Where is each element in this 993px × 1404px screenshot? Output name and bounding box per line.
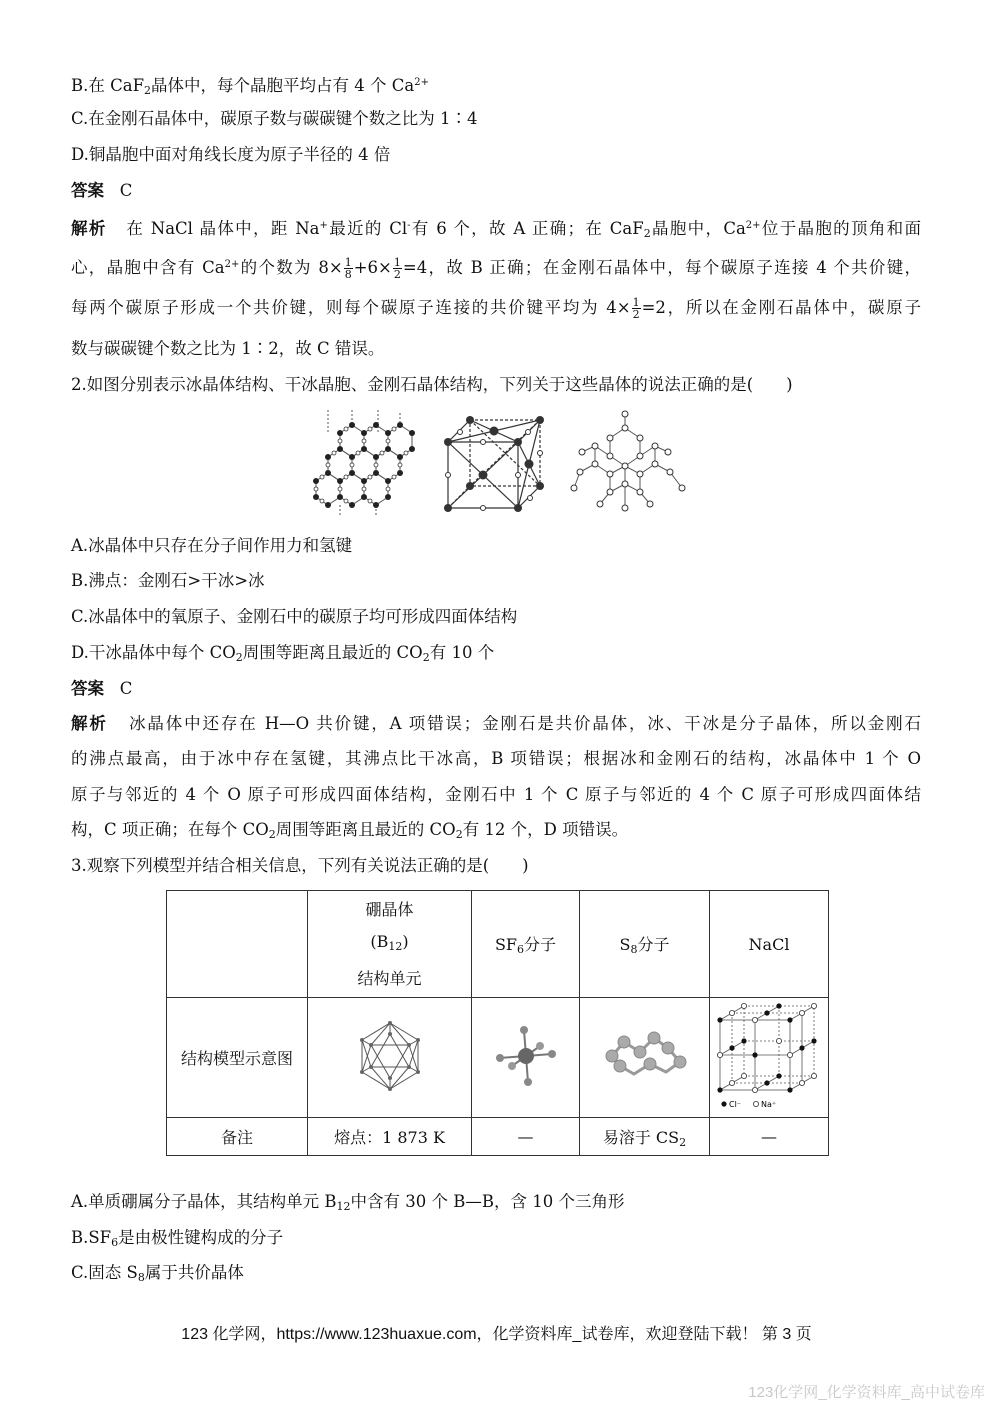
q2-option-b: B.沸点：金刚石>干冰>冰: [71, 571, 265, 590]
q1-answer: 答案 C: [71, 181, 133, 200]
table-corner-cell: [167, 891, 308, 998]
page-footer: 123 化学网，https://www.123huaxue.com，化学资料库_试卷库，欢迎登陆下载！ 第 3 页: [181, 1326, 812, 1343]
answer-label: 答案: [71, 181, 104, 200]
q2-stem: 2.如图分别表示冰晶体结构、干冰晶胞、金刚石晶体结构，下列关于这些晶体的说法正确的是( ): [71, 375, 793, 394]
q1-option-d: D.铜晶胞中面对角线长度为原子半径的 4 倍: [71, 145, 391, 164]
fraction: $\frac{1}{2}$: [393, 256, 401, 281]
q1-analysis-line-2: 心，晶胞中含有 $Ca^{2+}$的个数为 8× $\frac{1}{8}$ +6× $\frac{1}{2}$ =4，故 B 正确；在金刚石晶体中，每个碳原子连接 4 个共价键，: [71, 256, 921, 281]
nacl-model-cell: [710, 998, 829, 1118]
row-label-note: 备注: [167, 1118, 308, 1156]
answer-label: 答案: [71, 679, 104, 698]
crystal-model-table: [166, 890, 829, 1156]
analysis-label: 解析: [71, 714, 108, 733]
s8-note: 易溶于 $CS_2$: [580, 1118, 710, 1156]
boron-model-cell: [308, 998, 472, 1118]
q1-analysis-line-1: 解析 在 NaCl 晶体中，距 Na+最近的 Cl-有 6 个，故 A 正确；在 CaF$_2$晶胞中，$Ca^{2+}$位于晶胞的顶角和面: [71, 219, 921, 240]
q2-option-d: D.干冰晶体中每个 $CO_2$周围等距离且最近的 $CO_2$有 10 个: [71, 643, 495, 664]
q3-option-b: $B.SF_6$是由极性键构成的分子: [71, 1228, 284, 1249]
s8-model-cell: [580, 998, 710, 1118]
q1-analysis-line-4: 数与碳碳键个数之比为 1∶2，故 C 错误。: [71, 339, 385, 358]
q2-answer: 答案 C: [71, 679, 133, 698]
q2-option-a: A.冰晶体中只存在分子间作用力和氢键: [71, 536, 353, 555]
legend-na-label: Na⁺: [761, 1099, 777, 1109]
diamond-crystal-figure: [570, 408, 690, 518]
dry-ice-unit-cell-figure: [438, 410, 553, 515]
row-label-model: 结构模型示意图: [167, 998, 308, 1118]
ice-crystal-figure: [300, 405, 425, 520]
sf6-note: —: [472, 1118, 580, 1156]
boron-note: 熔点：1 873 K: [308, 1118, 472, 1156]
header-nacl: NaCl: [710, 891, 829, 998]
nacl-lattice-model: [714, 1000, 824, 1112]
q3-stem: 3.观察下列模型并结合相关信息，下列有关说法正确的是( ): [71, 856, 529, 875]
watermark: 123化学网_化学资料库_高中试卷库: [748, 1384, 985, 1401]
fraction: $\frac{1}{2}$: [632, 296, 640, 321]
q2-option-c: C.冰晶体中的氧原子、金刚石中的碳原子均可形成四面体结构: [71, 607, 518, 626]
q2-analysis-line-4: 构，C 项正确；在每个 $CO_2$周围等距离且最近的 $CO_2$有 12 个，D 项错误。: [71, 820, 629, 841]
q3-option-c: C.固态 $S_8$属于共价晶体: [71, 1263, 244, 1284]
q3-option-a: A.单质硼属分子晶体，其结构单元 $B_{12}$中含有 30 个 B—B，含 10 个三角形: [71, 1192, 625, 1213]
header-boron: 硼晶体 $(B_{12})$ 结构单元: [308, 891, 472, 998]
header-sf6: $SF_6$分子: [472, 891, 580, 998]
legend-cl-label: Cl⁻: [729, 1099, 742, 1109]
analysis-label: 解析: [71, 219, 107, 238]
q2-analysis-line-3: 原子与邻近的 4 个 O 原子可形成四面体结构，金刚石中 1 个 C 原子与邻近的 4 个 C 原子可形成四面体结: [71, 785, 921, 804]
q2-analysis-line-1: 解析 冰晶体中还存在 H—O 共价键，A 项错误；金刚石是共价晶体，冰、干冰是分子晶体，所以金刚石: [71, 714, 921, 733]
q2-analysis-line-2: 的沸点最高，由于冰中存在氢键，其沸点比干冰高，B 项错误；根据冰和金刚石的结构，冰晶体中 1 个 O: [71, 749, 921, 768]
fraction: $\frac{1}{8}$: [344, 256, 352, 281]
boron-icosahedron-model: [354, 1020, 426, 1092]
s8-crown-ring-model: [600, 1026, 690, 1086]
sf6-molecule-model: [494, 1024, 558, 1088]
q1-option-c: C.在金刚石晶体中，碳原子数与碳碳键个数之比为 1∶4: [71, 109, 478, 128]
header-s8: $S_8$分子: [580, 891, 710, 998]
q1-option-b: B.在 CaF$_2$晶体中，每个晶胞平均占有 4 个 $Ca^{2+}$: [71, 76, 429, 97]
sf6-model-cell: [472, 998, 580, 1118]
q1-analysis-line-3: 每两个碳原子形成一个共价键，则每个碳原子连接的共价键平均为 4× $\frac{1}{2}$ =2，所以在金刚石晶体中，碳原子: [71, 296, 921, 321]
nacl-note: —: [710, 1118, 829, 1156]
